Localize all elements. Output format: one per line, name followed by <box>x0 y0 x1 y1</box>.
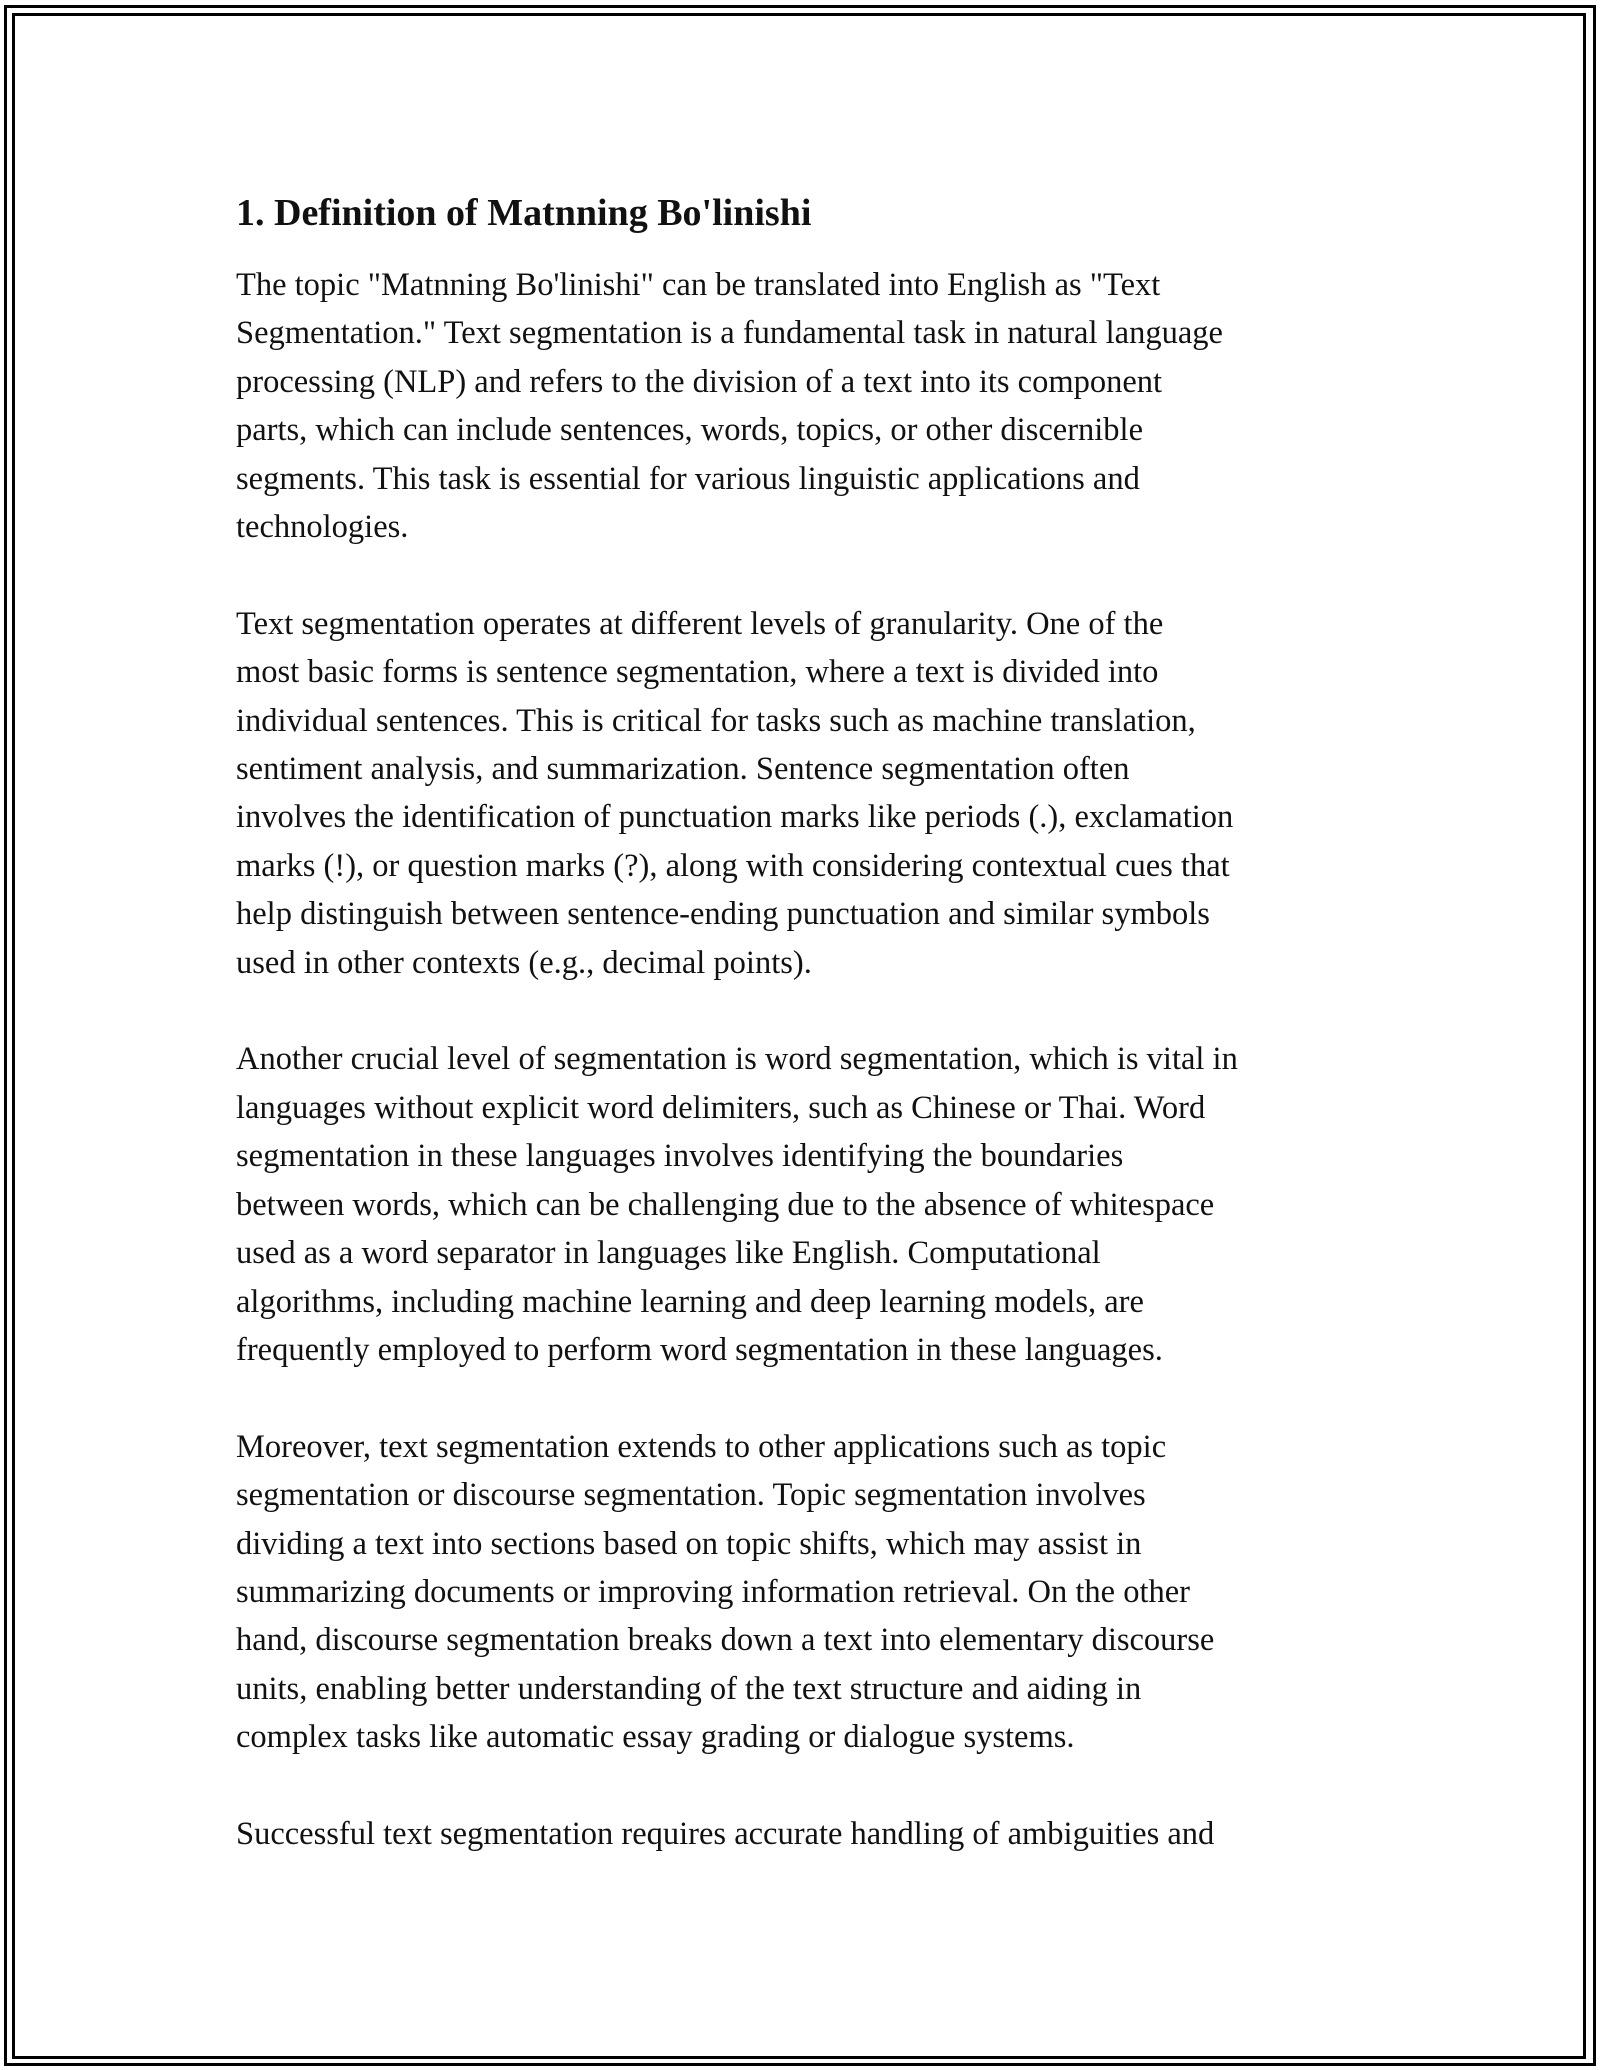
text-line: frequently employed to perform word segmentation in these languages. <box>236 1331 1163 1368</box>
paragraph-granularity <box>236 600 1376 987</box>
text-line: complex tasks like automatic essay grading or dialogue systems. <box>236 1719 1075 1756</box>
text-line: segmentation in these languages involves identifying the boundaries <box>236 1138 1124 1175</box>
paragraph-topic-discourse <box>236 1423 1376 1762</box>
text-line: between words, which can be challenging due to the absence of whitespace <box>236 1186 1215 1223</box>
text-line: Another crucial level of segmentation is word segmentation, which is vital in <box>236 1041 1238 1078</box>
text-line: Moreover, text segmentation extends to other applications such as topic <box>236 1428 1167 1465</box>
text-line: Text segmentation operates at different levels of granularity. One of the <box>236 605 1164 642</box>
paragraph-conclusion <box>236 1810 1376 1858</box>
text-line: involves the identification of punctuation marks like periods (.), exclamation <box>236 799 1234 836</box>
text-line: parts, which can include sentences, words, topics, or other discernible <box>236 412 1144 449</box>
text-line: hand, discourse segmentation breaks down a text into elementary discourse <box>236 1622 1215 1659</box>
text-line: units, enabling better understanding of the text structure and aiding in <box>236 1670 1142 1707</box>
text-line: help distinguish between sentence-ending punctuation and similar symbols <box>236 896 1210 933</box>
document-body <box>236 180 1376 1858</box>
text-line: used in other contexts (e.g., decimal points). <box>236 944 812 981</box>
paragraph-word-segmentation <box>236 1035 1376 1374</box>
text-line: The topic "Matnning Bo'linishi" can be translated into English as "Text <box>236 267 1161 303</box>
text-line: segments. This task is essential for various linguistic applications and <box>236 460 1140 497</box>
text-line: Successful text segmentation requires accurate handling of ambiguities and <box>236 1815 1215 1852</box>
text-line: algorithms, including machine learning and deep learning models, are <box>236 1283 1144 1320</box>
text-line: most basic forms is sentence segmentation, where a text is divided into <box>236 654 1159 691</box>
text-line: technologies. <box>236 509 409 546</box>
text-line: languages without explicit word delimiters, such as Chinese or Thai. Word <box>236 1089 1206 1126</box>
text-line: individual sentences. This is critical for tasks such as machine translation, <box>236 702 1196 739</box>
text-line: summarizing documents or improving information retrieval. On the other <box>236 1573 1191 1610</box>
paragraph-intro <box>236 261 1376 551</box>
text-line: used as a word separator in languages like English. Computational <box>236 1235 1101 1272</box>
text-line: processing (NLP) and refers to the division of a text into its component <box>236 363 1163 400</box>
text-line: segmentation or discourse segmentation. Topic segmentation involves <box>236 1477 1146 1514</box>
text-line: dividing a text into sections based on topic shifts, which may assist in <box>236 1525 1142 1562</box>
section-heading: 1. Definition of Matnning Bo'linishi <box>236 192 812 234</box>
text-line: Segmentation." Text segmentation is a fundamental task in natural language <box>236 315 1223 352</box>
text-line: marks (!), or question marks (?), along with considering contextual cues that <box>236 847 1230 884</box>
text-line: sentiment analysis, and summarization. Sentence segmentation often <box>236 751 1130 788</box>
